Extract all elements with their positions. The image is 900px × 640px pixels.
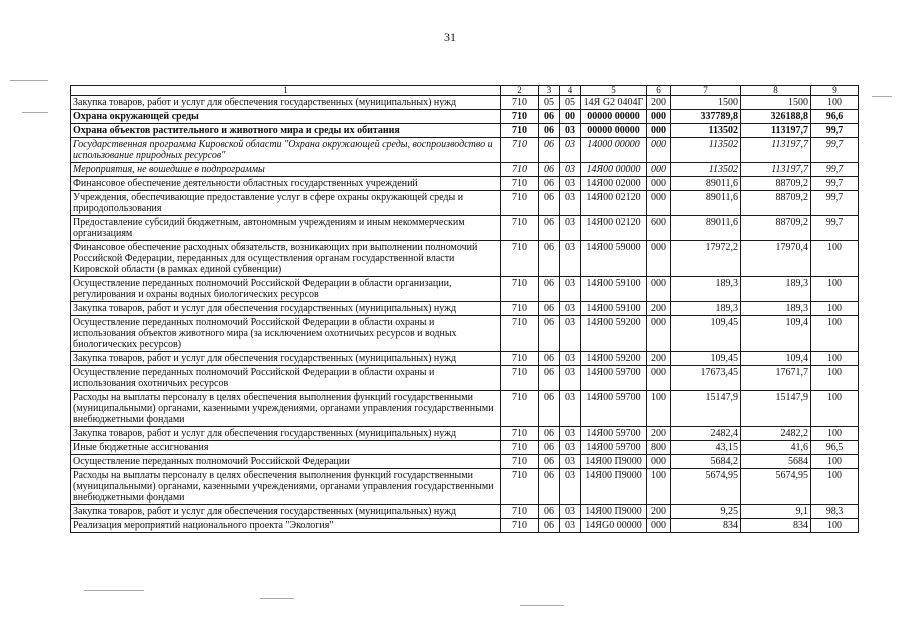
percent-cell: 100 xyxy=(811,519,859,533)
subsection-cell: 03 xyxy=(560,427,581,441)
percent-cell: 99,7 xyxy=(811,191,859,216)
admin-code-cell: 710 xyxy=(501,96,539,110)
target-article-cell: 14Я00 59700 xyxy=(581,366,647,391)
expense-name-cell: Мероприятия, не вошедшие в подпрограммы xyxy=(71,163,501,177)
plan-amount-cell: 89011,6 xyxy=(671,177,741,191)
admin-code-cell: 710 xyxy=(501,316,539,352)
actual-amount-cell: 834 xyxy=(741,519,811,533)
target-article-cell: 14Я00 02000 xyxy=(581,177,647,191)
admin-code-cell: 710 xyxy=(501,302,539,316)
expense-type-cell: 100 xyxy=(647,469,671,505)
table-row xyxy=(71,241,859,277)
percent-cell: 100 xyxy=(811,352,859,366)
table-row xyxy=(71,316,859,352)
actual-amount-cell: 17970,4 xyxy=(741,241,811,277)
percent-cell: 100 xyxy=(811,96,859,110)
expense-type-cell: 000 xyxy=(647,366,671,391)
actual-amount-cell: 326188,8 xyxy=(741,110,811,124)
target-article-cell: 14Я00 59700 xyxy=(581,427,647,441)
target-article-cell: 14Я G2 0404Г xyxy=(581,96,647,110)
plan-amount-cell: 17673,45 xyxy=(671,366,741,391)
scan-artifact xyxy=(520,605,564,606)
table-row xyxy=(71,191,859,216)
expense-type-cell: 800 xyxy=(647,441,671,455)
subsection-cell: 03 xyxy=(560,163,581,177)
table-row xyxy=(71,163,859,177)
target-article-cell: 14Я00 П9000 xyxy=(581,469,647,505)
subsection-cell: 03 xyxy=(560,469,581,505)
table-row xyxy=(71,302,859,316)
section-cell: 06 xyxy=(539,469,560,505)
scan-artifact xyxy=(260,598,294,599)
expense-type-cell: 200 xyxy=(647,352,671,366)
expense-type-cell: 200 xyxy=(647,96,671,110)
expense-type-cell: 000 xyxy=(647,124,671,138)
expense-type-cell: 100 xyxy=(647,391,671,427)
expense-name-cell: Расходы на выплаты персоналу в целях обеспечения выполнения функций государственными (муниципальными) органами, казенными учреждениями, органами управления государственными внебюджетными фондами xyxy=(71,469,501,505)
subsection-cell: 03 xyxy=(560,441,581,455)
actual-amount-cell: 5674,95 xyxy=(741,469,811,505)
admin-code-cell: 710 xyxy=(501,216,539,241)
table-row xyxy=(71,455,859,469)
section-cell: 06 xyxy=(539,191,560,216)
actual-amount-cell: 2482,2 xyxy=(741,427,811,441)
subsection-cell: 03 xyxy=(560,519,581,533)
expense-name-cell: Охрана окружающей среды xyxy=(71,110,501,124)
target-article-cell: 00000 00000 xyxy=(581,110,647,124)
section-cell: 06 xyxy=(539,241,560,277)
expense-type-cell: 000 xyxy=(647,277,671,302)
table-row xyxy=(71,469,859,505)
expense-name-cell: Финансовое обеспечение деятельности областных государственных учреждений xyxy=(71,177,501,191)
expense-name-cell: Закупка товаров, работ и услуг для обеспечения государственных (муниципальных) нужд xyxy=(71,427,501,441)
column-header: 9 xyxy=(811,86,859,96)
percent-cell: 100 xyxy=(811,241,859,277)
plan-amount-cell: 89011,6 xyxy=(671,216,741,241)
expense-type-cell: 200 xyxy=(647,427,671,441)
section-cell: 06 xyxy=(539,177,560,191)
actual-amount-cell: 109,4 xyxy=(741,316,811,352)
actual-amount-cell: 88709,2 xyxy=(741,177,811,191)
expense-name-cell: Закупка товаров, работ и услуг для обеспечения государственных (муниципальных) нужд xyxy=(71,302,501,316)
percent-cell: 100 xyxy=(811,277,859,302)
table-row xyxy=(71,96,859,110)
plan-amount-cell: 5674,95 xyxy=(671,469,741,505)
percent-cell: 99,7 xyxy=(811,163,859,177)
expense-name-cell: Осуществление переданных полномочий Российской Федерации в области охраны и использования охотничьих ресурсов xyxy=(71,366,501,391)
percent-cell: 98,3 xyxy=(811,505,859,519)
expense-type-cell: 000 xyxy=(647,138,671,163)
table-row xyxy=(71,366,859,391)
section-cell: 06 xyxy=(539,505,560,519)
section-cell: 06 xyxy=(539,124,560,138)
admin-code-cell: 710 xyxy=(501,519,539,533)
section-cell: 06 xyxy=(539,110,560,124)
target-article-cell: 14Я00 00000 xyxy=(581,163,647,177)
page-number: 31 xyxy=(444,30,456,44)
expense-type-cell: 200 xyxy=(647,505,671,519)
expense-type-cell: 000 xyxy=(647,455,671,469)
section-cell: 06 xyxy=(539,427,560,441)
table-row xyxy=(71,124,859,138)
expense-name-cell: Охрана объектов растительного и животного мира и среды их обитания xyxy=(71,124,501,138)
target-article-cell: 14Я00 59200 xyxy=(581,352,647,366)
plan-amount-cell: 113502 xyxy=(671,163,741,177)
section-cell: 06 xyxy=(539,391,560,427)
section-cell: 06 xyxy=(539,366,560,391)
admin-code-cell: 710 xyxy=(501,441,539,455)
table-header-row xyxy=(71,86,859,96)
actual-amount-cell: 41,6 xyxy=(741,441,811,455)
target-article-cell: 14Я00 59100 xyxy=(581,302,647,316)
section-cell: 06 xyxy=(539,316,560,352)
subsection-cell: 00 xyxy=(560,110,581,124)
section-cell: 06 xyxy=(539,138,560,163)
percent-cell: 99,7 xyxy=(811,124,859,138)
plan-amount-cell: 189,3 xyxy=(671,302,741,316)
plan-amount-cell: 15147,9 xyxy=(671,391,741,427)
actual-amount-cell: 113197,7 xyxy=(741,138,811,163)
section-cell: 06 xyxy=(539,302,560,316)
section-cell: 05 xyxy=(539,96,560,110)
percent-cell: 99,7 xyxy=(811,138,859,163)
column-header: 8 xyxy=(741,86,811,96)
subsection-cell: 03 xyxy=(560,241,581,277)
subsection-cell: 03 xyxy=(560,124,581,138)
percent-cell: 100 xyxy=(811,455,859,469)
admin-code-cell: 710 xyxy=(501,124,539,138)
section-cell: 06 xyxy=(539,455,560,469)
actual-amount-cell: 113197,7 xyxy=(741,163,811,177)
actual-amount-cell: 88709,2 xyxy=(741,216,811,241)
scan-artifact xyxy=(22,112,48,113)
plan-amount-cell: 189,3 xyxy=(671,277,741,302)
expense-name-cell: Закупка товаров, работ и услуг для обеспечения государственных (муниципальных) нужд xyxy=(71,505,501,519)
admin-code-cell: 710 xyxy=(501,455,539,469)
table-row xyxy=(71,216,859,241)
admin-code-cell: 710 xyxy=(501,366,539,391)
target-article-cell: 00000 00000 xyxy=(581,124,647,138)
plan-amount-cell: 109,45 xyxy=(671,316,741,352)
expense-name-cell: Осуществление переданных полномочий Российской Федерации xyxy=(71,455,501,469)
actual-amount-cell: 15147,9 xyxy=(741,391,811,427)
target-article-cell: 14Я00 П9000 xyxy=(581,505,647,519)
expense-name-cell: Иные бюджетные ассигнования xyxy=(71,441,501,455)
admin-code-cell: 710 xyxy=(501,277,539,302)
percent-cell: 100 xyxy=(811,391,859,427)
plan-amount-cell: 834 xyxy=(671,519,741,533)
expense-name-cell: Осуществление переданных полномочий Российской Федерации в области охраны и использования объектов животного мира (за исключением охотничьих ресурсов и водных биологических ресурсов) xyxy=(71,316,501,352)
table-row xyxy=(71,519,859,533)
column-header: 7 xyxy=(671,86,741,96)
subsection-cell: 03 xyxy=(560,316,581,352)
plan-amount-cell: 1500 xyxy=(671,96,741,110)
plan-amount-cell: 109,45 xyxy=(671,352,741,366)
target-article-cell: 14Я00 02120 xyxy=(581,191,647,216)
admin-code-cell: 710 xyxy=(501,241,539,277)
expense-name-cell: Учреждения, обеспечивающие предоставление услуг в сфере охраны окружающей среды и природопользования xyxy=(71,191,501,216)
percent-cell: 99,7 xyxy=(811,216,859,241)
section-cell: 06 xyxy=(539,441,560,455)
actual-amount-cell: 113197,7 xyxy=(741,124,811,138)
expense-name-cell: Реализация мероприятий национального проекта "Экология" xyxy=(71,519,501,533)
percent-cell: 99,7 xyxy=(811,177,859,191)
plan-amount-cell: 113502 xyxy=(671,124,741,138)
expense-type-cell: 000 xyxy=(647,110,671,124)
plan-amount-cell: 337789,8 xyxy=(671,110,741,124)
actual-amount-cell: 5684 xyxy=(741,455,811,469)
admin-code-cell: 710 xyxy=(501,110,539,124)
plan-amount-cell: 5684,2 xyxy=(671,455,741,469)
subsection-cell: 03 xyxy=(560,138,581,163)
target-article-cell: 14Я00 59000 xyxy=(581,241,647,277)
subsection-cell: 03 xyxy=(560,191,581,216)
percent-cell: 100 xyxy=(811,469,859,505)
percent-cell: 100 xyxy=(811,302,859,316)
subsection-cell: 03 xyxy=(560,216,581,241)
expense-name-cell: Предоставление субсидий бюджетным, автономным учреждениям и иным некоммерческим организациям xyxy=(71,216,501,241)
actual-amount-cell: 189,3 xyxy=(741,302,811,316)
column-header: 3 xyxy=(539,86,560,96)
subsection-cell: 03 xyxy=(560,352,581,366)
table-row xyxy=(71,138,859,163)
admin-code-cell: 710 xyxy=(501,391,539,427)
plan-amount-cell: 43,15 xyxy=(671,441,741,455)
admin-code-cell: 710 xyxy=(501,177,539,191)
subsection-cell: 03 xyxy=(560,455,581,469)
actual-amount-cell: 189,3 xyxy=(741,277,811,302)
section-cell: 06 xyxy=(539,519,560,533)
expense-name-cell: Государственная программа Кировской области "Охрана окружающей среды, воспроизводство и использование природных ресурсов" xyxy=(71,138,501,163)
admin-code-cell: 710 xyxy=(501,191,539,216)
admin-code-cell: 710 xyxy=(501,505,539,519)
section-cell: 06 xyxy=(539,352,560,366)
expense-type-cell: 000 xyxy=(647,316,671,352)
target-article-cell: 14Я00 59100 xyxy=(581,277,647,302)
scan-artifact xyxy=(10,80,48,81)
expense-type-cell: 000 xyxy=(647,177,671,191)
actual-amount-cell: 17671,7 xyxy=(741,366,811,391)
percent-cell: 100 xyxy=(811,427,859,441)
subsection-cell: 03 xyxy=(560,366,581,391)
expense-name-cell: Расходы на выплаты персоналу в целях обеспечения выполнения функций государственными (муниципальными) органами, казенными учреждениями, органами управления государственными внебюджетными фондами xyxy=(71,391,501,427)
expense-name-cell: Закупка товаров, работ и услуг для обеспечения государственных (муниципальных) нужд xyxy=(71,96,501,110)
expense-type-cell: 000 xyxy=(647,519,671,533)
column-header: 6 xyxy=(647,86,671,96)
table-row xyxy=(71,391,859,427)
target-article-cell: 14Я00 П9000 xyxy=(581,455,647,469)
table-row xyxy=(71,441,859,455)
percent-cell: 96,5 xyxy=(811,441,859,455)
table-row xyxy=(71,352,859,366)
subsection-cell: 05 xyxy=(560,96,581,110)
expense-type-cell: 000 xyxy=(647,191,671,216)
plan-amount-cell: 113502 xyxy=(671,138,741,163)
target-article-cell: 14Я00 59700 xyxy=(581,441,647,455)
admin-code-cell: 710 xyxy=(501,469,539,505)
plan-amount-cell: 89011,6 xyxy=(671,191,741,216)
table-row xyxy=(71,177,859,191)
admin-code-cell: 710 xyxy=(501,427,539,441)
table-row xyxy=(71,110,859,124)
admin-code-cell: 710 xyxy=(501,163,539,177)
expense-type-cell: 000 xyxy=(647,241,671,277)
column-header: 4 xyxy=(560,86,581,96)
percent-cell: 100 xyxy=(811,366,859,391)
section-cell: 06 xyxy=(539,216,560,241)
scan-artifact xyxy=(84,590,144,591)
table-row xyxy=(71,427,859,441)
percent-cell: 96,6 xyxy=(811,110,859,124)
expense-name-cell: Осуществление переданных полномочий Российской Федерации в области организации, регулирования и охраны водных биологических ресурсов xyxy=(71,277,501,302)
target-article-cell: 14Я00 59200 xyxy=(581,316,647,352)
section-cell: 06 xyxy=(539,277,560,302)
subsection-cell: 03 xyxy=(560,302,581,316)
table-row xyxy=(71,277,859,302)
actual-amount-cell: 88709,2 xyxy=(741,191,811,216)
table-row xyxy=(71,505,859,519)
section-cell: 06 xyxy=(539,163,560,177)
subsection-cell: 03 xyxy=(560,277,581,302)
plan-amount-cell: 17972,2 xyxy=(671,241,741,277)
scan-artifact xyxy=(872,96,892,97)
plan-amount-cell: 2482,4 xyxy=(671,427,741,441)
expense-name-cell: Финансовое обеспечение расходных обязательств, возникающих при выполнении полномочий Российской Федерации, переданных для осуществления органам государственной власти Кировской области (в рамках единой субвенции) xyxy=(71,241,501,277)
admin-code-cell: 710 xyxy=(501,138,539,163)
admin-code-cell: 710 xyxy=(501,352,539,366)
actual-amount-cell: 9,1 xyxy=(741,505,811,519)
subsection-cell: 03 xyxy=(560,505,581,519)
expense-type-cell: 600 xyxy=(647,216,671,241)
expense-type-cell: 200 xyxy=(647,302,671,316)
target-article-cell: 14Я00 59700 xyxy=(581,391,647,427)
subsection-cell: 03 xyxy=(560,177,581,191)
column-header: 5 xyxy=(581,86,647,96)
actual-amount-cell: 109,4 xyxy=(741,352,811,366)
column-header: 1 xyxy=(71,86,501,96)
target-article-cell: 14ЯG0 00000 xyxy=(581,519,647,533)
expense-type-cell: 000 xyxy=(647,163,671,177)
subsection-cell: 03 xyxy=(560,391,581,427)
column-header: 2 xyxy=(501,86,539,96)
target-article-cell: 14Я00 02120 xyxy=(581,216,647,241)
plan-amount-cell: 9,25 xyxy=(671,505,741,519)
budget-table xyxy=(70,85,859,533)
actual-amount-cell: 1500 xyxy=(741,96,811,110)
target-article-cell: 14000 00000 xyxy=(581,138,647,163)
expense-name-cell: Закупка товаров, работ и услуг для обеспечения государственных (муниципальных) нужд xyxy=(71,352,501,366)
percent-cell: 100 xyxy=(811,316,859,352)
